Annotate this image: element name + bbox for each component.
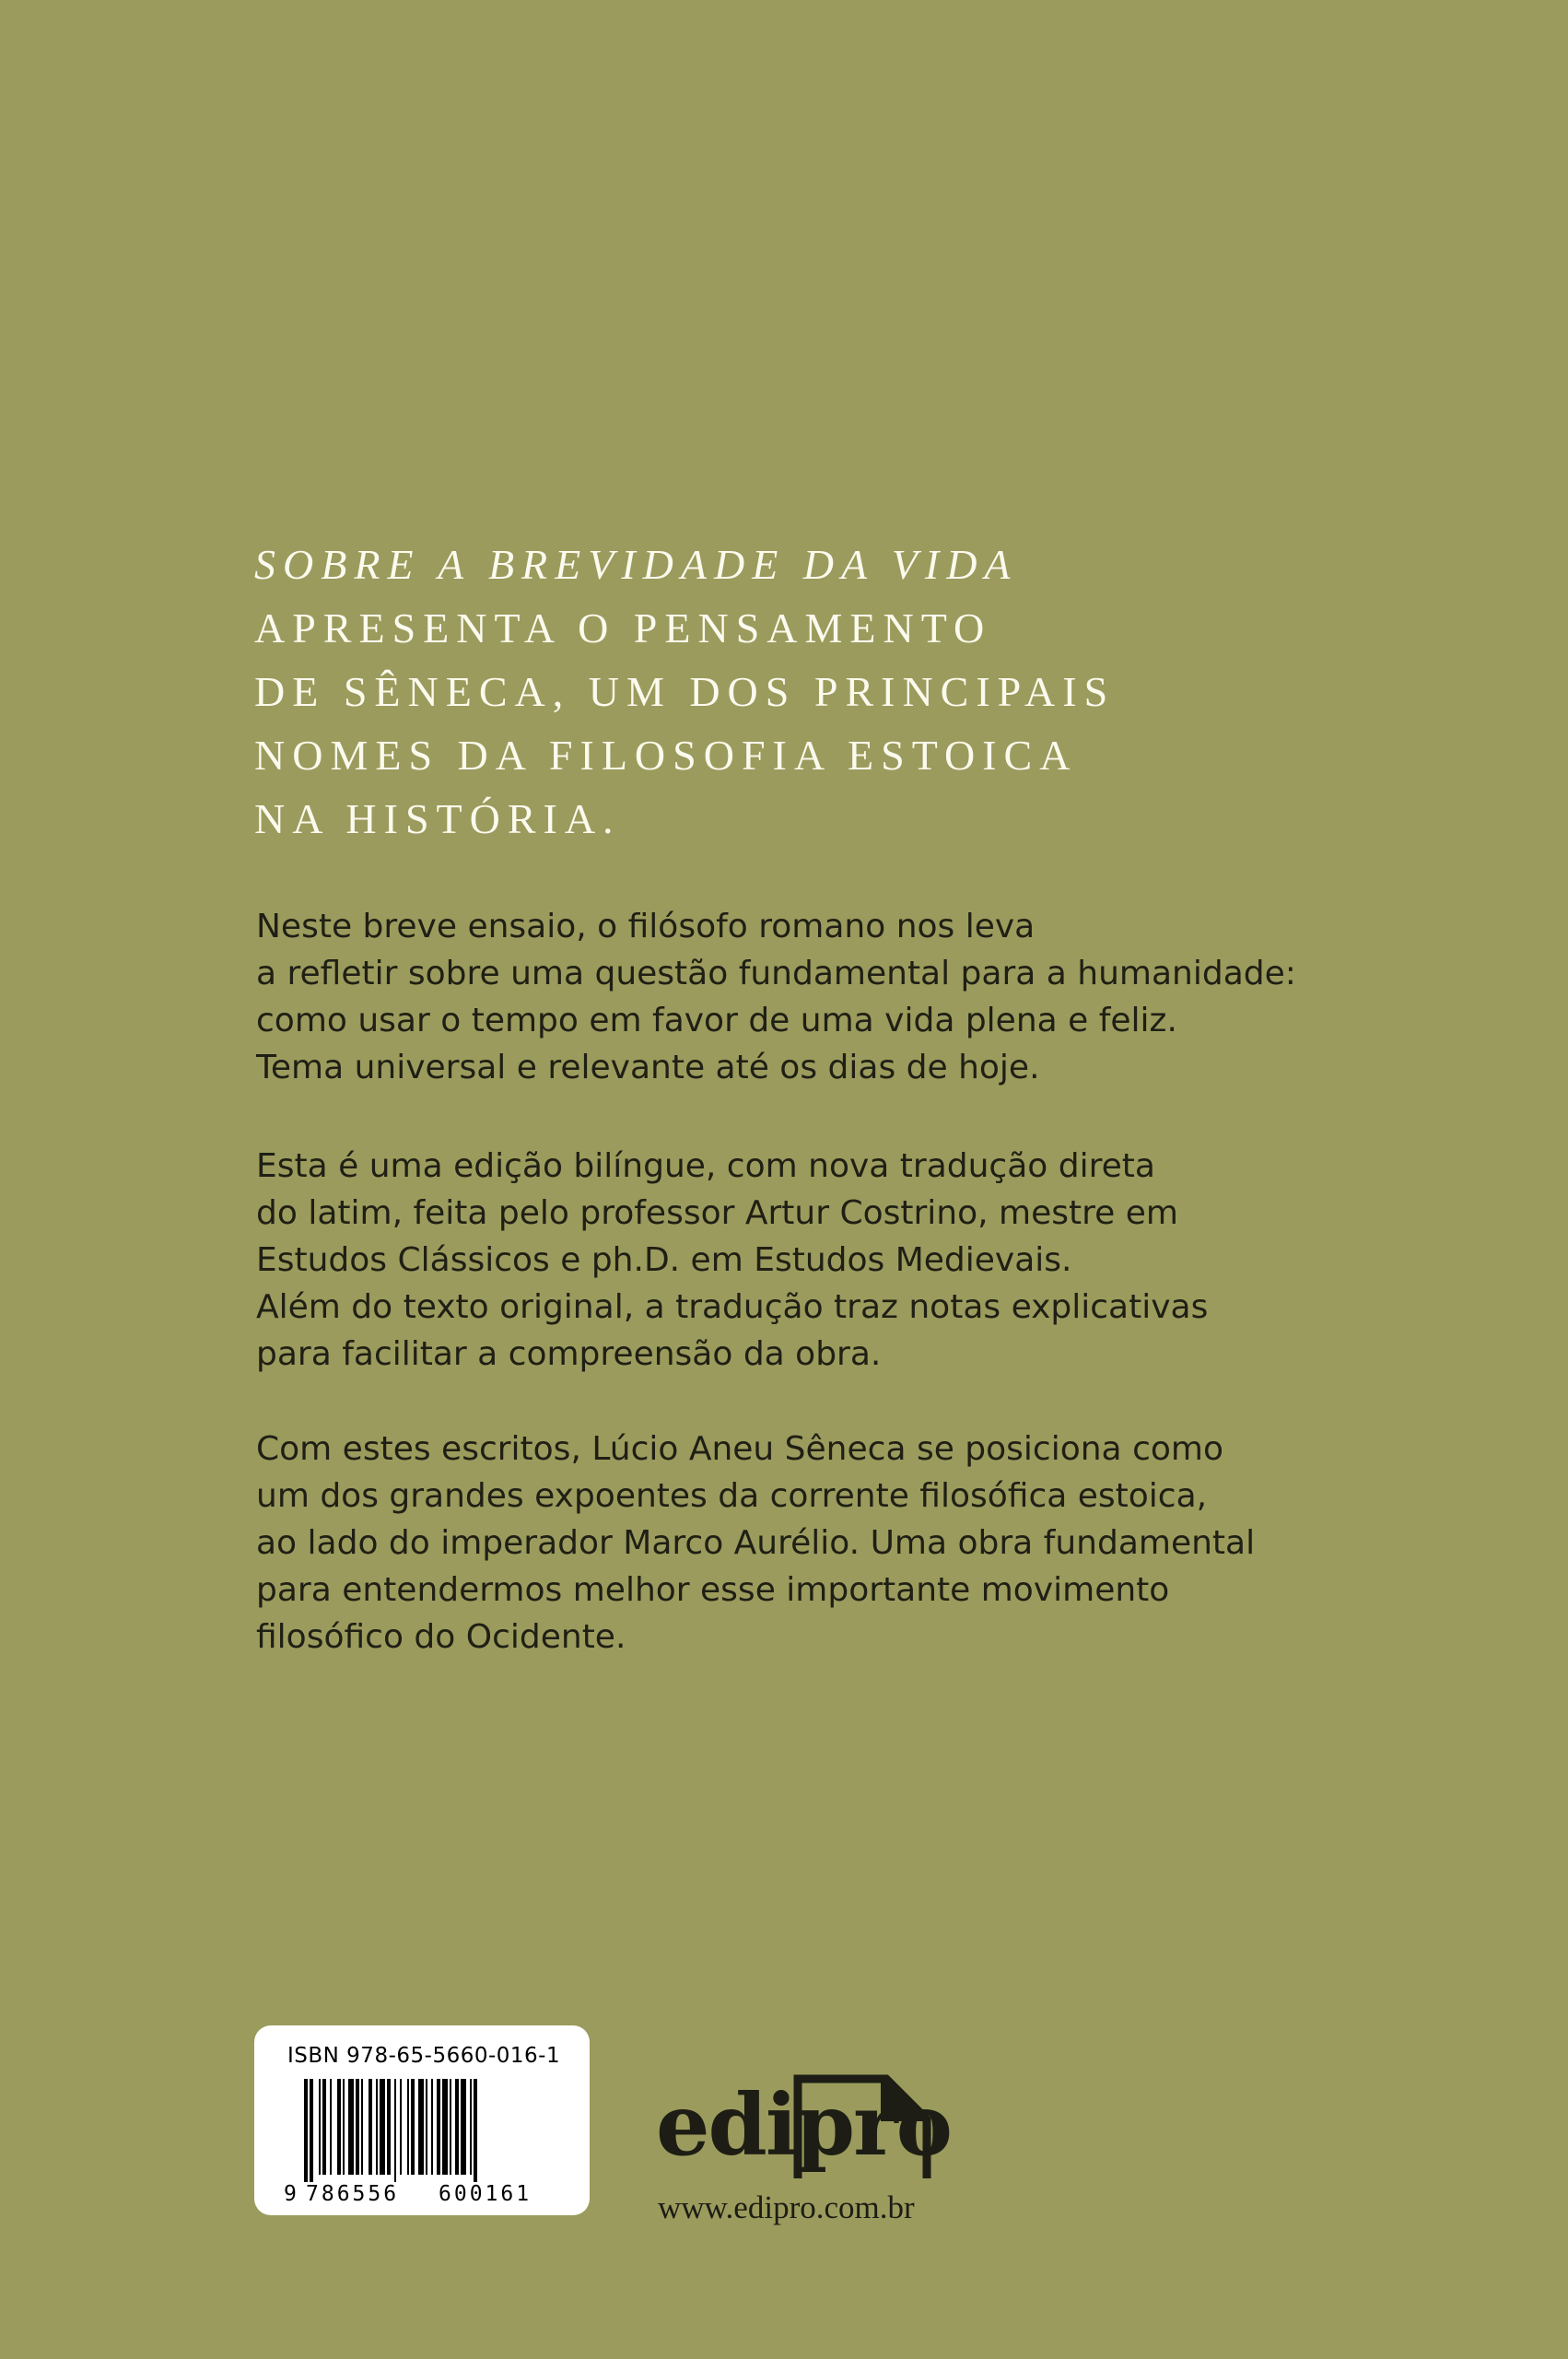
barcode-bar (426, 2079, 427, 2175)
barcode-digits-left: 786556 (306, 2182, 400, 2206)
barcode-bar (394, 2079, 396, 2182)
paragraph-conclusion (256, 1426, 1362, 1661)
paragraph-line: para facilitar a compreensão da obra. (256, 1335, 882, 1373)
barcode-digit-lead: 9 (284, 2182, 297, 2206)
logo-wordmark: edipro (656, 2075, 951, 2175)
barcode-bar (380, 2079, 385, 2175)
paragraph-line: ao lado do imperador Marco Aurélio. Uma obra fundamental (256, 1524, 1256, 1562)
barcode-bar (369, 2079, 372, 2175)
barcode-bar (348, 2079, 354, 2175)
publisher-url: www.edipro.com.br (658, 2189, 915, 2225)
paragraph-line: Além do texto original, a tradução traz notas explicativas (256, 1288, 1209, 1326)
barcode-bar (322, 2079, 326, 2175)
paragraph-line: Tema universal e relevante até os dias de hoje. (256, 1049, 1040, 1086)
paragraph-line: filosófico do Ocidente. (256, 1618, 626, 1656)
paragraph-line: do latim, feita pelo professor Artur Costrino, mestre em (256, 1194, 1178, 1232)
paragraph-line: Estudos Clássicos e ph.D. em Estudos Medievais. (256, 1241, 1072, 1279)
paragraph-line: a refletir sobre uma questão fundamental para a humanidade: (256, 955, 1296, 992)
barcode-bar (304, 2079, 308, 2182)
barcode-bar (431, 2079, 433, 2175)
barcode-bar (411, 2079, 415, 2175)
barcode-bar (407, 2079, 409, 2175)
barcode-bar (450, 2079, 451, 2175)
barcode-bar (356, 2079, 359, 2175)
paragraph-intro (256, 903, 1362, 1091)
publisher-logo (650, 2064, 954, 2230)
paragraph-edition (256, 1143, 1362, 1378)
barcode-bar (319, 2079, 321, 2175)
barcode-bar (310, 2079, 313, 2182)
paragraph-line: Neste breve ensaio, o filósofo romano nos leva (256, 908, 1036, 945)
barcode-bar (337, 2079, 341, 2175)
paragraph-line: um dos grandes expoentes da corrente filosófica estoica, (256, 1477, 1208, 1515)
headline (254, 533, 1360, 851)
paragraph-line: Esta é uma edição bilíngue, com nova tradução direta (256, 1147, 1155, 1185)
paragraph-line: para entendermos melhor esse importante movimento (256, 1571, 1170, 1609)
barcode-bar (343, 2079, 345, 2175)
barcode-bar (442, 2079, 448, 2175)
isbn-label: ISBN 978-65-5660-016-1 (287, 2044, 561, 2068)
headline-book-title: SOBRE A BREVIDADE DA VIDA (254, 541, 1018, 588)
headline-line: DE SÊNECA, UM DOS PRINCIPAIS (254, 668, 1116, 715)
barcode-bar (361, 2079, 363, 2175)
barcode-bar (474, 2079, 477, 2182)
barcode-bar (400, 2079, 402, 2175)
barcode-bar (455, 2079, 459, 2175)
barcode-bar (330, 2079, 332, 2175)
barcode-digits-right: 600161 (439, 2182, 532, 2206)
headline-line: NA HISTÓRIA. (254, 795, 621, 842)
paragraph-line: Com estes escritos, Lúcio Aneu Sêneca se posiciona como (256, 1430, 1223, 1468)
barcode-bar (387, 2079, 391, 2175)
barcode-bar (437, 2079, 440, 2175)
barcode-bar (461, 2079, 466, 2175)
headline-line: NOMES DA FILOSOFIA ESTOICA (254, 732, 1078, 779)
barcode-bar (470, 2079, 472, 2175)
headline-line: APRESENTA O PENSAMENTO (254, 604, 992, 651)
isbn-barcode (254, 2025, 590, 2215)
paragraph-line: como usar o tempo em favor de uma vida plena e feliz. (256, 1002, 1177, 1039)
barcode-bar (376, 2079, 378, 2175)
barcode-bars (304, 2079, 477, 2182)
barcode-bar (418, 2079, 424, 2175)
